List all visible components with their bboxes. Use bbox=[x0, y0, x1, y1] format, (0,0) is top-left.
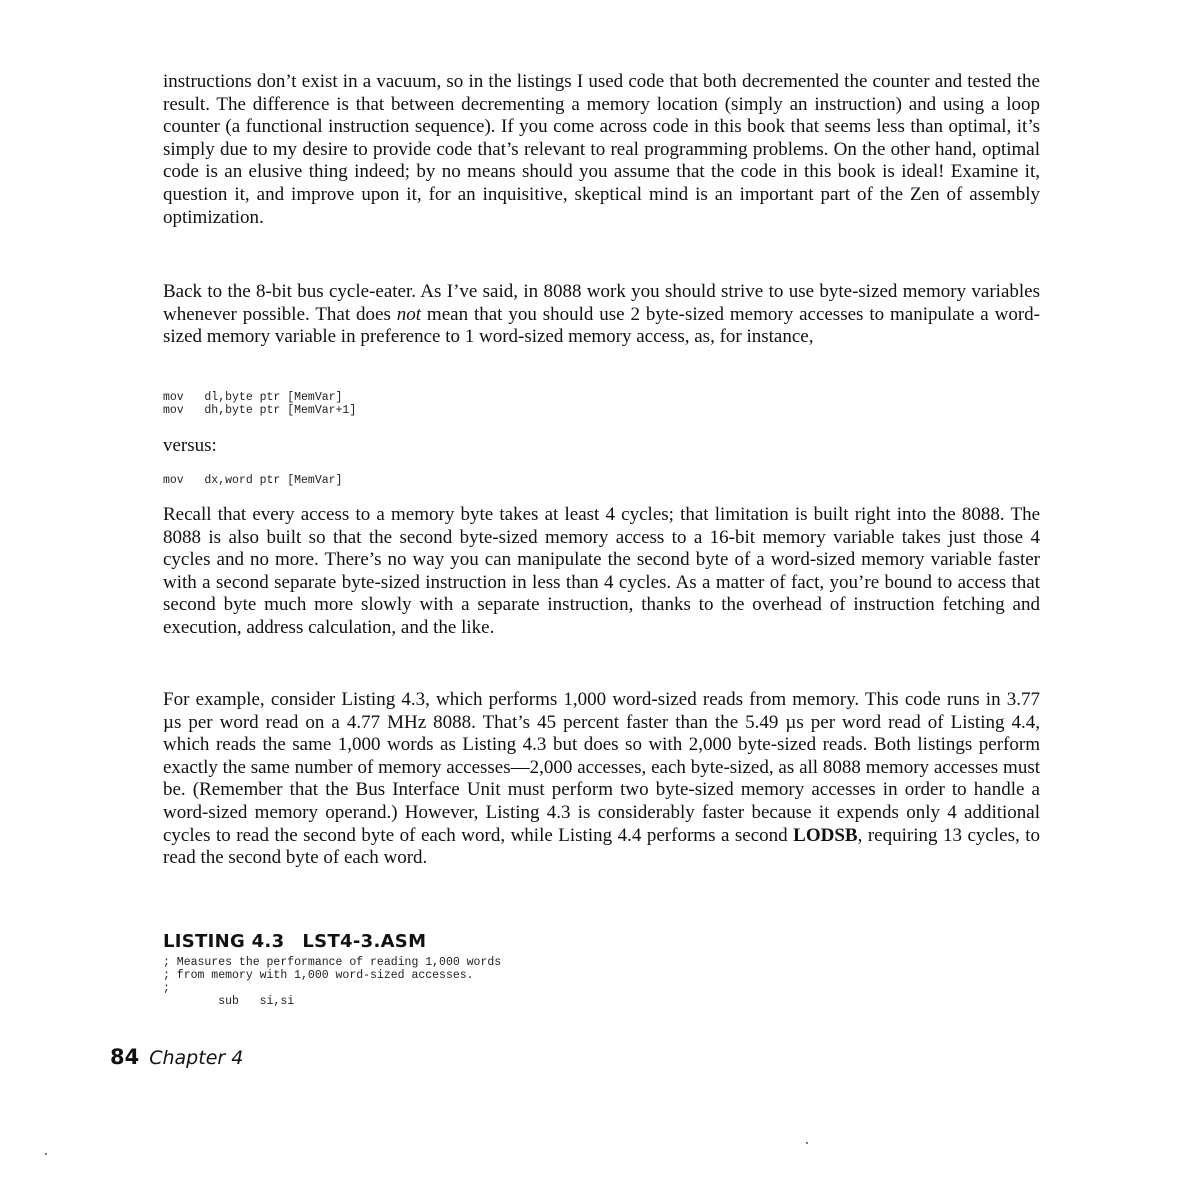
paragraph-8bit-bus bbox=[163, 281, 1040, 349]
page-footer bbox=[110, 1045, 243, 1069]
paragraph-8bit-bus-text-1: Back to the 8-bit bus cycle-eater. As I’ve said, in 8088 work you should strive to use byte-sized memory variables whenever possible. That does bbox=[163, 281, 1040, 325]
lodsb-keyword: LODSB bbox=[793, 824, 858, 846]
paragraph-loop-counter: instructions don’t exist in a vacuum, so in the listings I used code that both decremented the counter and tested the result. The difference is that between decrementing a memory location (simply an instruction) and using a loop counter (a functional instruction sequence). If you come across code in this book that seems less than optimal, it’s simply due to my desire to provide code that’s relevant to real programming problems. On the other hand, optimal code is an elusive thing indeed; by no means should you assume that the code in this book is ideal! Examine it, question it, and improve upon it, for an inquisitive, skeptical mind is an important part of the Zen of assembly optimization. bbox=[163, 71, 1040, 228]
paragraph-memory-byte-cycles: Recall that every access to a memory byte takes at least 4 cycles; that limitation is built right into the 8088. The 8088 is also built so that the second byte-sized memory access to a 16-bit memory variable takes just those 4 cycles and no more. There’s no way you can manipulate the second byte of a word-sized memory variable faster with a second separate byte-sized instruction in less than 4 cycles. As a matter of fact, you’re bound to access that second byte much more slowly with a separate instruction, thanks to the overhead of instruction fetching and execution, address calculation, and the like. bbox=[163, 504, 1040, 638]
paragraph-8bit-bus-text-2: mean that you should use 2 byte-sized memory accesses to manipulate a word-sized memory variable in preference to 1 word-sized memory access, as, for instance, bbox=[163, 303, 1040, 348]
code-block-listing: ; Measures the performance of reading 1,000 words ; from memory with 1,000 word-sized accesses. ; sub si,si bbox=[163, 956, 502, 1008]
versus-label: versus: bbox=[163, 435, 217, 456]
paragraph-listing-example-text-2: , requiring 13 cycles, to read the second byte of each word. bbox=[163, 824, 1040, 869]
paragraph-listing-example bbox=[163, 689, 1040, 870]
scan-speck bbox=[45, 1153, 47, 1155]
paragraph-listing-example-text-1: For example, consider Listing 4.3, which performs 1,000 word-sized reads from memory. This code runs in 3.77 µs per word read on a 4.77 MHz 8088. That’s 45 percent faster than the 5.49 µs per word read of Listing 4.4, which reads the same 1,000 words as Listing 4.3 but does so with 2,000 byte-sized reads. Both listings perform exactly the same number of memory accesses—2,000 accesses, each byte-sized, as all 8088 memory accesses must be. (Remember that the Bus Interface Unit must perform two byte-sized memory accesses in order to handle a word-sized memory operand.) However, Listing 4.3 is considerably faster because it expends only 4 additional cycles to read the second byte of each word, while Listing 4.4 performs a second bbox=[163, 689, 1040, 846]
listing-number: LISTING 4.3 bbox=[163, 931, 285, 952]
scan-speck bbox=[806, 1142, 808, 1144]
listing-heading bbox=[163, 931, 426, 953]
chapter-label: Chapter 4 bbox=[149, 1047, 244, 1069]
code-block-byte-access: mov dl,byte ptr [MemVar] mov dh,byte ptr [MemVar+1] bbox=[163, 391, 357, 417]
page-number: 84 bbox=[110, 1045, 140, 1069]
emphasis-not: not bbox=[396, 303, 422, 325]
listing-filename: LST4-3.ASM bbox=[302, 931, 427, 952]
code-block-word-access: mov dx,word ptr [MemVar] bbox=[163, 474, 343, 487]
